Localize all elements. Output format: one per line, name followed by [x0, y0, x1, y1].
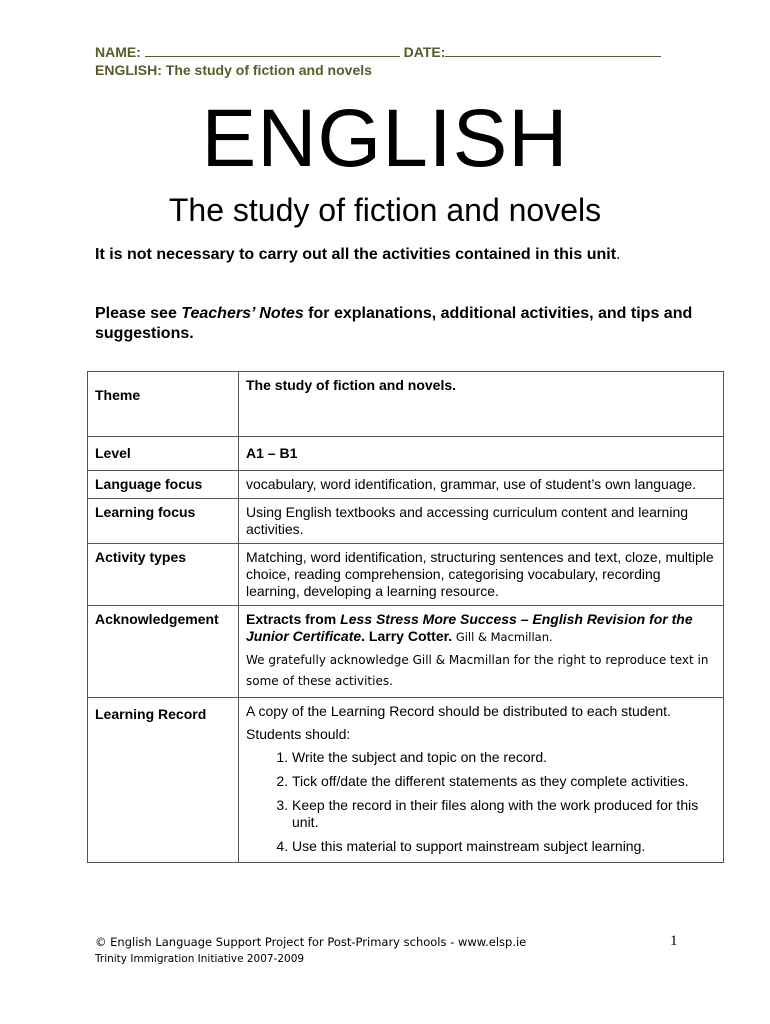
footer-initiative: Trinity Immigration Initiative 2007-2009: [95, 953, 305, 965]
row-value: The study of fiction and novels.: [239, 372, 724, 437]
table-row-language-focus: [88, 471, 724, 499]
footer-copyright: © English Language Support Project for Post-Primary schools - www.elsp.ie: [95, 935, 527, 949]
row-value: [239, 606, 724, 698]
teachers-notes-prefix: Please see: [95, 305, 182, 322]
row-label: Level: [88, 437, 239, 471]
date-blank: [445, 42, 661, 57]
page-subtitle: The study of fiction and novels: [168, 192, 602, 228]
ack-publisher: Gill & Macmillan.: [452, 630, 553, 644]
intro-note-text: It is not necessary to carry out all the activities contained in this unit: [95, 246, 617, 263]
list-item: 4. Use this material to support mainstream subject learning.: [292, 838, 717, 855]
header-name-date-line: [95, 42, 661, 61]
row-label: Learning focus: [88, 499, 239, 544]
table-row-activity-types: [88, 544, 724, 606]
ack-thanks: We gratefully acknowledge Gill & Macmillan for the right to reproduce text in some of these activities.: [246, 653, 709, 688]
teachers-notes-title: Teachers’ Notes: [181, 305, 304, 322]
list-item: 3. Keep the record in their files along with the work produced for this unit.: [292, 797, 717, 831]
name-blank: [145, 42, 400, 57]
date-label: DATE:: [403, 44, 446, 60]
row-label: Learning Record: [88, 698, 239, 863]
intro-note: [95, 245, 695, 265]
row-value: Using English textbooks and accessing curriculum content and learning activities.: [239, 499, 724, 544]
table-row-learning-focus: [88, 499, 724, 544]
ack-author: . Larry Cotter.: [361, 628, 453, 644]
row-label: Language focus: [88, 471, 239, 499]
row-value: A1 – B1: [239, 437, 724, 471]
table-row-learning-record: [88, 698, 724, 863]
unit-info-table: [87, 371, 724, 863]
row-label: Activity types: [88, 544, 239, 606]
ack-prefix: Extracts from: [246, 611, 341, 627]
ack-book-title: Less Stress More Success – English Revision for the Junior Certificate: [246, 611, 693, 644]
table-row-theme: [88, 372, 724, 437]
page-number: 1: [670, 933, 678, 949]
row-value: Matching, word identification, structuring sentences and text, cloze, multiple choice, reading comprehension, categorising vocabulary, recording learning, developing a learning resource.: [239, 544, 724, 606]
name-label: NAME:: [95, 44, 141, 60]
intro-note-period: .: [616, 246, 621, 263]
page-title: ENGLISH: [201, 93, 569, 184]
table-row-acknowledgement: [88, 606, 724, 698]
learning-record-steps: [246, 749, 717, 855]
row-label: Acknowledgement: [88, 606, 239, 698]
list-item: 2. Tick off/date the different statements as they complete activities.: [292, 773, 717, 790]
header-course-line: ENGLISH: The study of fiction and novels: [95, 62, 372, 78]
row-value: [239, 698, 724, 863]
teachers-notes-suffix: for explanations, additional activities, and tips and suggestions.: [95, 305, 693, 342]
teachers-notes-note: [95, 304, 695, 344]
row-label: Theme: [88, 372, 239, 437]
learning-record-intro: A copy of the Learning Record should be distributed to each student.: [246, 703, 671, 719]
row-value: vocabulary, word identification, grammar, use of student’s own language.: [239, 471, 724, 499]
list-item: 1. Write the subject and topic on the record.: [292, 749, 717, 766]
table-row-level: [88, 437, 724, 471]
students-should: Students should:: [246, 726, 351, 742]
